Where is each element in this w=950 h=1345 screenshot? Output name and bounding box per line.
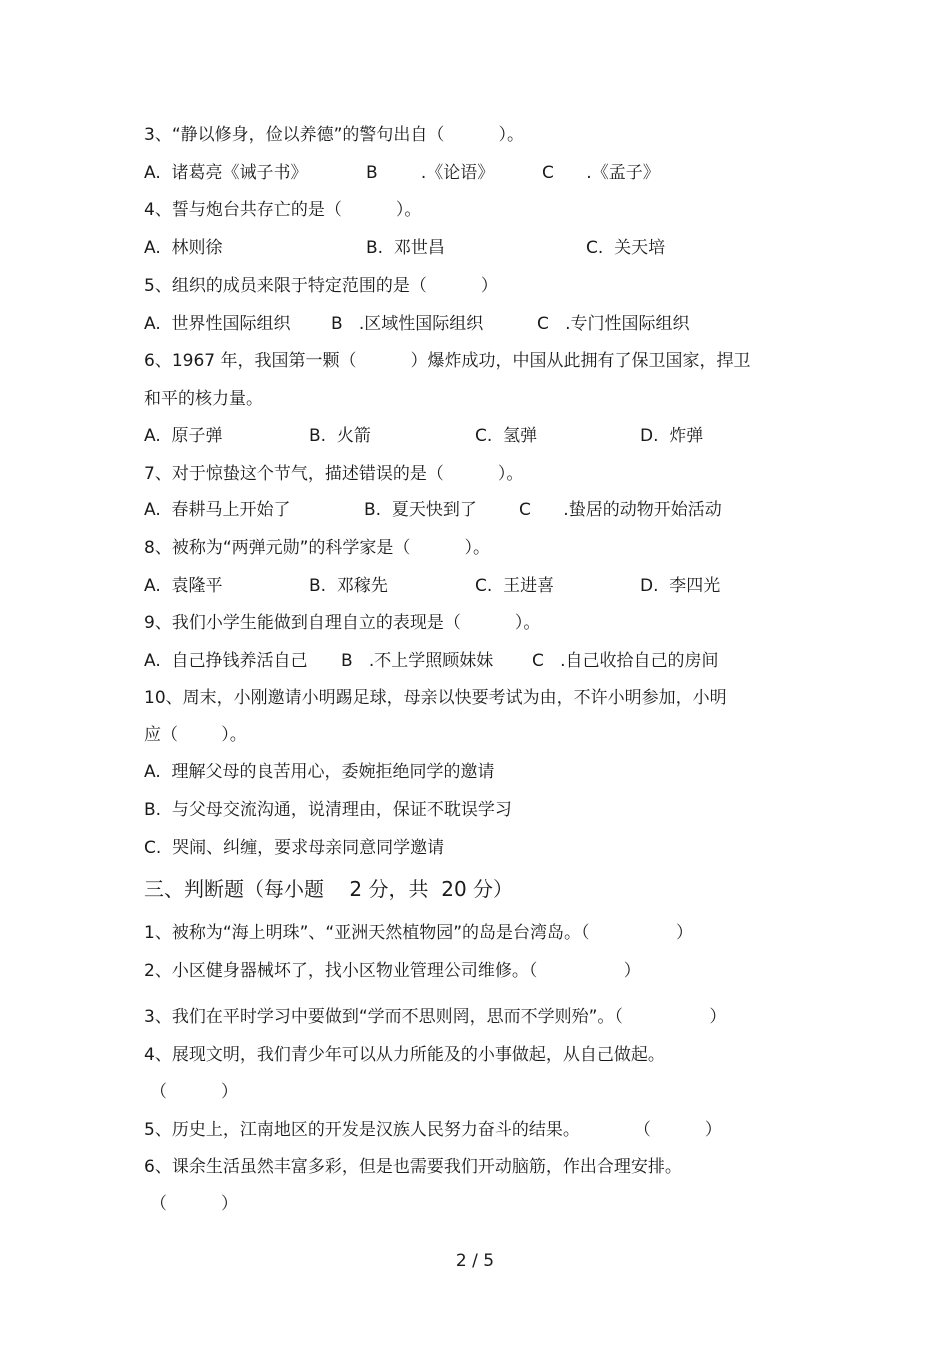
q6-option-d: D. 炸弹 [640,426,704,446]
q4-option-b: B. 邓世昌 [366,238,445,258]
q8-option-d: D. 李四光 [640,576,721,596]
q9-option-a: A. 自己挣钱养活自己 [144,651,308,671]
question-6-line-1: 6、1967 年，我国第一颗（ ）爆炸成功，中国从此拥有了保卫国家，捍卫 [144,351,751,371]
q8-option-b: B. 邓稼先 [309,576,388,596]
judge-question-1: 1、被称为“海上明珠”、“亚洲天然植物园”的岛是台湾岛。（ ） [144,923,694,943]
question-10-line-1: 10、周末，小刚邀请小明踢足球，母亲以快要考试为由，不许小明参加，小明 [144,688,727,708]
q10-option-b: B. 与父母交流沟通，说清理由，保证不耽误学习 [144,800,512,820]
q3-option-a: A. 诸葛亮《诫子书》 [144,163,308,183]
judge-question-6-line-1: 6、课余生活虽然丰富多彩，但是也需要我们开动脑筋，作出合理安排。 [144,1157,682,1177]
question-9: 9、我们小学生能做到自理自立的表现是（ ）。 [144,613,541,633]
q8-option-c: C. 王进喜 [475,576,555,596]
section-3-heading: 三、判断题（每小题 2 分，共 20 分） [144,877,514,901]
q6-option-c: C. 氢弹 [475,426,538,446]
q5-option-b: B .区域性国际组织 [331,314,484,334]
q3-option-b: B .《论语》 [366,163,495,183]
judge-question-6-line-2: （ ） [150,1194,239,1214]
q5-option-c: C .专门性国际组织 [537,314,690,334]
q4-option-a: A. 林则徐 [144,238,223,258]
q3-option-c: C .《孟子》 [542,163,660,183]
q9-option-c: C .自己收拾自己的房间 [532,651,719,671]
q6-option-b: B. 火箭 [309,426,371,446]
q7-option-c: C .蛰居的动物开始活动 [519,500,722,520]
judge-question-5: 5、历史上，江南地区的开发是汉族人民努力奋斗的结果。 （ ） [144,1120,722,1140]
judge-question-4-line-2: （ ） [150,1082,239,1102]
page-number: 2 / 5 [455,1251,495,1271]
q5-option-a: A. 世界性国际组织 [144,314,291,334]
q8-option-a: A. 袁隆平 [144,576,223,596]
judge-question-4-line-1: 4、展现文明，我们青少年可以从力所能及的小事做起，从自己做起。 [144,1045,665,1065]
q7-option-a: A. 春耕马上开始了 [144,500,291,520]
question-8: 8、被称为“两弹元勋”的科学家是（ ）。 [144,538,490,558]
question-10-line-2: 应（ ）。 [144,725,247,745]
question-6-line-2: 和平的核力量。 [144,389,263,409]
q10-option-a: A. 理解父母的良苦用心，委婉拒绝同学的邀请 [144,762,495,782]
q6-option-a: A. 原子弹 [144,426,223,446]
q4-option-c: C. 关天培 [586,238,666,258]
judge-question-3: 3、我们在平时学习中要做到“学而不思则罔，思而不学则殆”。（ ） [144,1007,727,1027]
judge-question-2: 2、小区健身器械坏了，找小区物业管理公司维修。（ ） [144,961,641,981]
q9-option-b: B .不上学照顾妹妹 [341,651,494,671]
question-5: 5、组织的成员来限于特定范围的是（ ） [144,276,498,296]
q10-option-c: C. 哭闹、纠缠，要求母亲同意同学邀请 [144,838,445,858]
q7-option-b: B. 夏天快到了 [364,500,477,520]
question-7: 7、对于惊蛰这个节气，描述错误的是（ ）。 [144,464,524,484]
question-4: 4、誓与炮台共存亡的是（ ）。 [144,200,422,220]
question-3: 3、“静以修身，俭以养德”的警句出自（ ）。 [144,125,524,145]
